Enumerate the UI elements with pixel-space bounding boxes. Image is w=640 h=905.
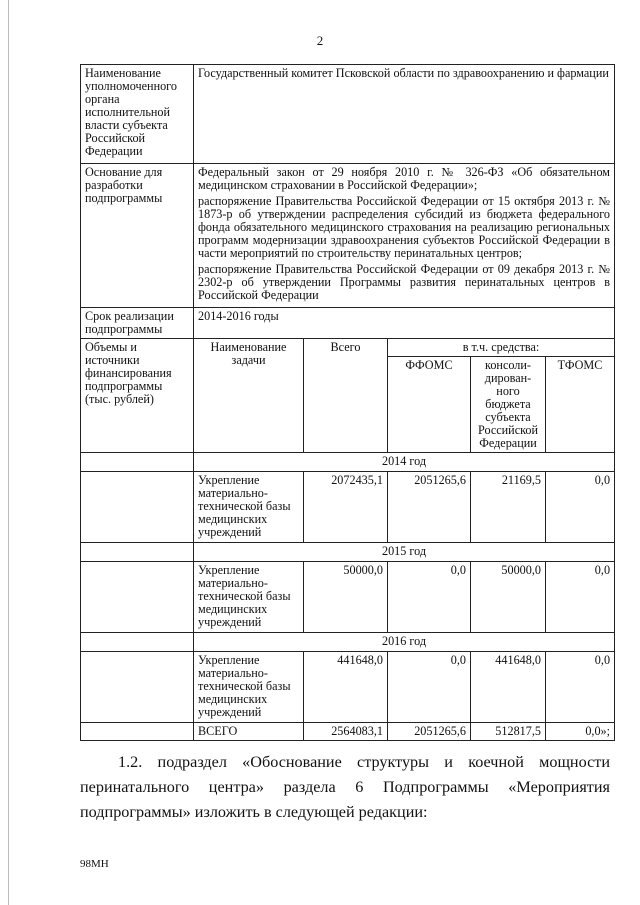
- empty-cell: [81, 652, 194, 723]
- year-label: 2015 год: [194, 543, 615, 562]
- grand-total-tfoms: 0,0»;: [546, 723, 615, 741]
- task-name: Укрепление материально-технической базы медицинских учреждений: [194, 652, 304, 723]
- empty-cell: [81, 562, 194, 633]
- term-value: 2014-2016 годы: [194, 308, 615, 339]
- amendment-paragraph: [80, 750, 610, 825]
- basis-paragraph: распоряжение Правительства Российской Федерации от 15 октября 2013 г. № 1873-р об утверждении распределения субсидий из бюджета федерального фонда обязательного медицинского страхования на реализацию региональных программ модернизации здравоохранения субъектов Российской Федерации в части мероприятий по строительству перинатальных центров;: [198, 194, 611, 260]
- ffoms-value: 2051265,6: [388, 472, 471, 543]
- task-name: Укрепление материально-технической базы медицинских учреждений: [194, 562, 304, 633]
- basis-row: [81, 164, 615, 308]
- term-row: [81, 308, 615, 339]
- authority-label: Наименование уполномоченного органа исполнительной власти субъекта Российской Федерации: [81, 65, 194, 164]
- basis-label: Основание для разработки подпрограммы: [81, 164, 194, 308]
- basis-paragraph: Федеральный закон от 29 ноября 2010 г. № 326-ФЗ «Об обязательном медицинском страховании в Российской Федерации»;: [198, 165, 611, 192]
- consolidated-value: 50000,0: [471, 562, 546, 633]
- year-row: [81, 543, 615, 562]
- header-tfoms: ТФОМС: [546, 357, 615, 453]
- paragraph-line: перинатального центра» раздела 6 Подпрограммы «Мероприятия: [80, 778, 610, 796]
- empty-cell: [81, 472, 194, 543]
- paragraph-line: подпрограммы» изложить в следующей редакции:: [80, 803, 428, 821]
- grand-total-label: ВСЕГО: [194, 723, 304, 741]
- document-code: 98МН: [80, 858, 109, 870]
- empty-cell: [81, 453, 194, 472]
- year-label: 2014 год: [194, 453, 615, 472]
- header-total: Всего: [304, 339, 388, 453]
- tfoms-value: 0,0: [546, 562, 615, 633]
- consolidated-value: 21169,5: [471, 472, 546, 543]
- table-row: [81, 562, 615, 633]
- year-row: [81, 633, 615, 652]
- ffoms-value: 0,0: [388, 562, 471, 633]
- page-number: 2: [316, 33, 324, 48]
- year-label: 2016 год: [194, 633, 615, 652]
- empty-cell: [81, 543, 194, 562]
- subprogram-passport-table: [80, 64, 615, 741]
- basis-value: [194, 164, 615, 308]
- consolidated-value: 441648,0: [471, 652, 546, 723]
- grand-total-consolidated: 512817,5: [471, 723, 546, 741]
- authority-row: [81, 65, 615, 164]
- total-value: 50000,0: [304, 562, 388, 633]
- ffoms-value: 0,0: [388, 652, 471, 723]
- header-task: Наименование задачи: [194, 339, 304, 453]
- header-consolidated-budget: консоли-дирован-ного бюджета субъекта Российской Федерации: [471, 357, 546, 453]
- term-label: Срок реализации подпрограммы: [81, 308, 194, 339]
- task-name: Укрепление материально-технической базы медицинских учреждений: [194, 472, 304, 543]
- empty-cell: [81, 723, 194, 741]
- funding-header-row: [81, 339, 615, 357]
- table-row: [81, 652, 615, 723]
- funding-label: Объемы и источники финансирования подпрограммы (тыс. рублей): [81, 339, 194, 453]
- authority-value: Государственный комитет Псковской области по здравоохранению и фармации: [194, 65, 615, 164]
- grand-total-value: 2564083,1: [304, 723, 388, 741]
- tfoms-value: 0,0: [546, 652, 615, 723]
- paragraph-line: 1.2. подраздел «Обоснование структуры и коечной мощности: [118, 753, 610, 771]
- empty-cell: [81, 633, 194, 652]
- header-ffoms: ФФОМС: [388, 357, 471, 453]
- total-value: 2072435,1: [304, 472, 388, 543]
- grand-total-ffoms: 2051265,6: [388, 723, 471, 741]
- page-edge-shadow: [8, 0, 9, 905]
- basis-paragraph: распоряжение Правительства Российской Федерации от 09 декабря 2013 г. № 2302-р об утверждении Программы развития перинатальных центров в Российской Федерации: [198, 262, 611, 302]
- tfoms-value: 0,0: [546, 472, 615, 543]
- table-row: [81, 472, 615, 543]
- year-row: [81, 453, 615, 472]
- header-including: в т.ч. средства:: [388, 339, 615, 357]
- grand-total-row: [81, 723, 615, 741]
- total-value: 441648,0: [304, 652, 388, 723]
